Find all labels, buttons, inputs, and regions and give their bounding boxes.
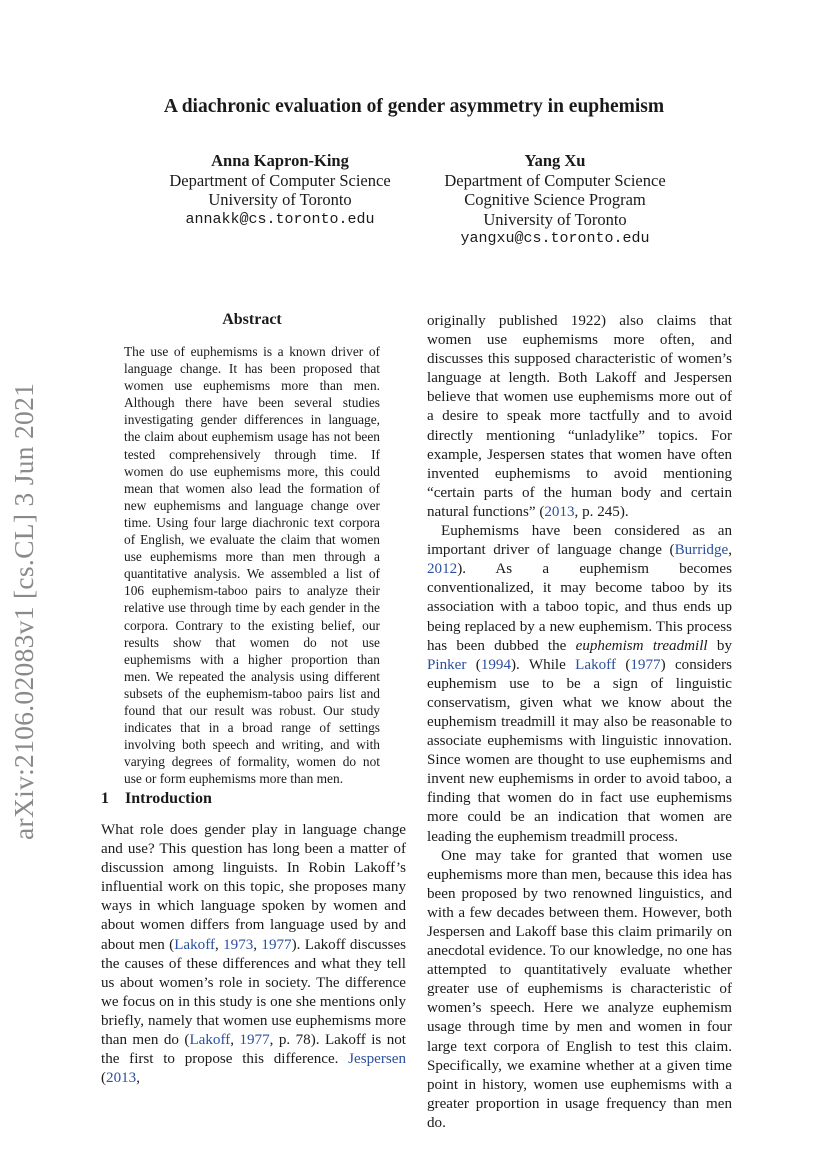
citation-link[interactable]: 1977 xyxy=(261,936,292,953)
citation-link[interactable]: Jespersen xyxy=(348,1051,406,1068)
abstract-text: The use of euphemisms is a known driver of language change. It has been proposed that women use euphemisms more than men. Although there have been several studies investigating gender differences in language, the claim about euphemism usage has not been tested comprehensively through time. If women do use euphemisms more, this could mean that women also lead the formation of new euphemisms and language change over time. Using four large diachronic text corpora of English, we evaluate the claim that women use euphemisms more than men through a quantitative analysis. We assembled a list of 106 euphemism-taboo pairs to analyze their relative use through time by each gender in the corpora. Contrary to the existing belief, our results show that women do not use euphemisms with a higher proportion than men. We repeated the analysis using different subsets of the euphemism-taboo pairs list and found that our result was robust. Our study indicates that in a broad range of settings involving both speech and writing, and with varying degrees of formality, women do not use or form euphemisms more than men. xyxy=(124,344,380,787)
paper-title: A diachronic evaluation of gender asymmetry in euphemism xyxy=(163,96,665,117)
author-email[interactable]: annakk@cs.toronto.edu xyxy=(185,210,375,228)
author-affiliation: Department of Computer Science xyxy=(444,170,666,190)
citation-link[interactable]: Lakoff xyxy=(189,1032,231,1049)
text-run: , xyxy=(136,1070,140,1087)
citation-link[interactable]: Burridge xyxy=(674,542,729,559)
text-run: ) considers euphemism use to be a sign of linguistic conservatism, given what we know about the euphemism treadmill it may also be reasonable to associate euphemisms with linguistic innovation. Since women are thought to use euphemisms and invent new euphemisms in order to avoid taboo, a finding that women do in fact use euphemisms more could be an indication that women are leading the euphemism treadmill process. xyxy=(427,656,732,845)
emphasis-term: euphemism treadmill xyxy=(575,637,708,654)
citation-link[interactable]: 1977 xyxy=(239,1032,270,1049)
text-run: by xyxy=(707,637,732,654)
text-run: ). While xyxy=(511,656,576,673)
citation-link[interactable]: Pinker xyxy=(427,656,467,673)
section-number: 1 xyxy=(101,790,109,807)
author-affiliation: Department of Computer Science xyxy=(169,170,391,190)
paragraph xyxy=(101,821,406,1088)
author-affiliation: University of Toronto xyxy=(483,209,627,229)
abstract-body xyxy=(124,343,380,787)
text-run: ( xyxy=(615,656,631,673)
author-affiliation: Cognitive Science Program xyxy=(464,190,646,209)
author-block-1 xyxy=(160,151,400,229)
paragraph: One may take for granted that women use euphemisms more than men, because this idea has been proposed by two renowned linguistics, and with a few decades between them. However, both Jespersen and Lakoff base this claim primarily on anecdotal evidence. To our knowledge, no one has attempted to quantitatively evaluate whether greater use of euphemisms is characteristic of women’s speech. Here we analyze euphemism usage through time by men and women in four large text corpora of English to test this claim. Specifically, we examine whether at a given time point in history, women use euphemisms with a greater proportion in usage frequency than men do. xyxy=(427,847,732,1131)
right-column xyxy=(427,312,732,1133)
text-run: ). Lakoff discusses the causes of these differences and what they tell us about women’s role in society. The difference we focus on in this study is one she mentions only briefly, namely that women use euphemisms more than men do ( xyxy=(101,936,407,1049)
text-run: What role does gender play in language change and use? This question has long been a matter of discussion among linguists. In Robin Lakoff’s influential work on this topic, she proposes many ways in which language spoken by women and about women differs from language used by and about men ( xyxy=(101,822,406,953)
citation-link[interactable]: 2012 xyxy=(427,561,458,578)
text-run: , p. 78). Lakoff is not the first to propose this difference. xyxy=(101,1032,406,1068)
author-name: Anna Kapron-King xyxy=(211,151,349,170)
citation-link[interactable]: 2013 xyxy=(106,1070,137,1087)
citation-link[interactable]: Lakoff xyxy=(575,656,616,673)
text-run: , p. 245). xyxy=(574,503,629,520)
text-run: , xyxy=(728,542,732,559)
author-email[interactable]: yangxu@cs.toronto.edu xyxy=(460,230,650,247)
section-title: Introduction xyxy=(125,790,212,807)
citation-link[interactable]: 1973 xyxy=(223,936,254,953)
text-run: ( xyxy=(101,1070,107,1087)
text-run: , xyxy=(253,936,262,953)
text-run: ( xyxy=(466,656,481,673)
text-run: , xyxy=(230,1032,240,1049)
text-run: , xyxy=(215,936,224,953)
abstract-heading: Abstract xyxy=(222,311,282,328)
text-run: Euphemisms have been considered as an important driver of language change ( xyxy=(427,523,732,559)
introduction-left-column xyxy=(101,821,406,1088)
author-name: Yang Xu xyxy=(524,151,586,170)
section-heading-introduction xyxy=(101,790,212,808)
paragraph xyxy=(427,312,732,522)
paragraph xyxy=(427,522,732,847)
arxiv-stamp: arXiv:2106.02083v1 [cs.CL] 3 Jun 2021 xyxy=(8,382,39,840)
text-run: ). As a euphemism becomes conventionalized, it may become taboo by its association with a taboo topic, and thus ends up being replaced by a new euphemism. This process has been dubbed the xyxy=(427,561,732,654)
author-block-2 xyxy=(430,151,680,249)
citation-link[interactable]: 1994 xyxy=(480,656,512,673)
text-run: originally published 1922) also claims that women use euphemisms more often, and discusses this supposed characteristic of women’s language at length. Both Lakoff and Jespersen believe that women use euphemisms more out of a desire to speak more tactfully and to avoid directly mentioning “unladylike” topics. For example, Jespersen states that women have often invented euphemisms to avoid mentioning “certain parts of the human body and certain natural functions” ( xyxy=(427,313,732,520)
author-affiliation: University of Toronto xyxy=(208,190,352,209)
citation-link[interactable]: 1977 xyxy=(630,656,661,673)
citation-link[interactable]: Lakoff xyxy=(174,936,215,953)
citation-link[interactable]: 2013 xyxy=(544,503,575,520)
